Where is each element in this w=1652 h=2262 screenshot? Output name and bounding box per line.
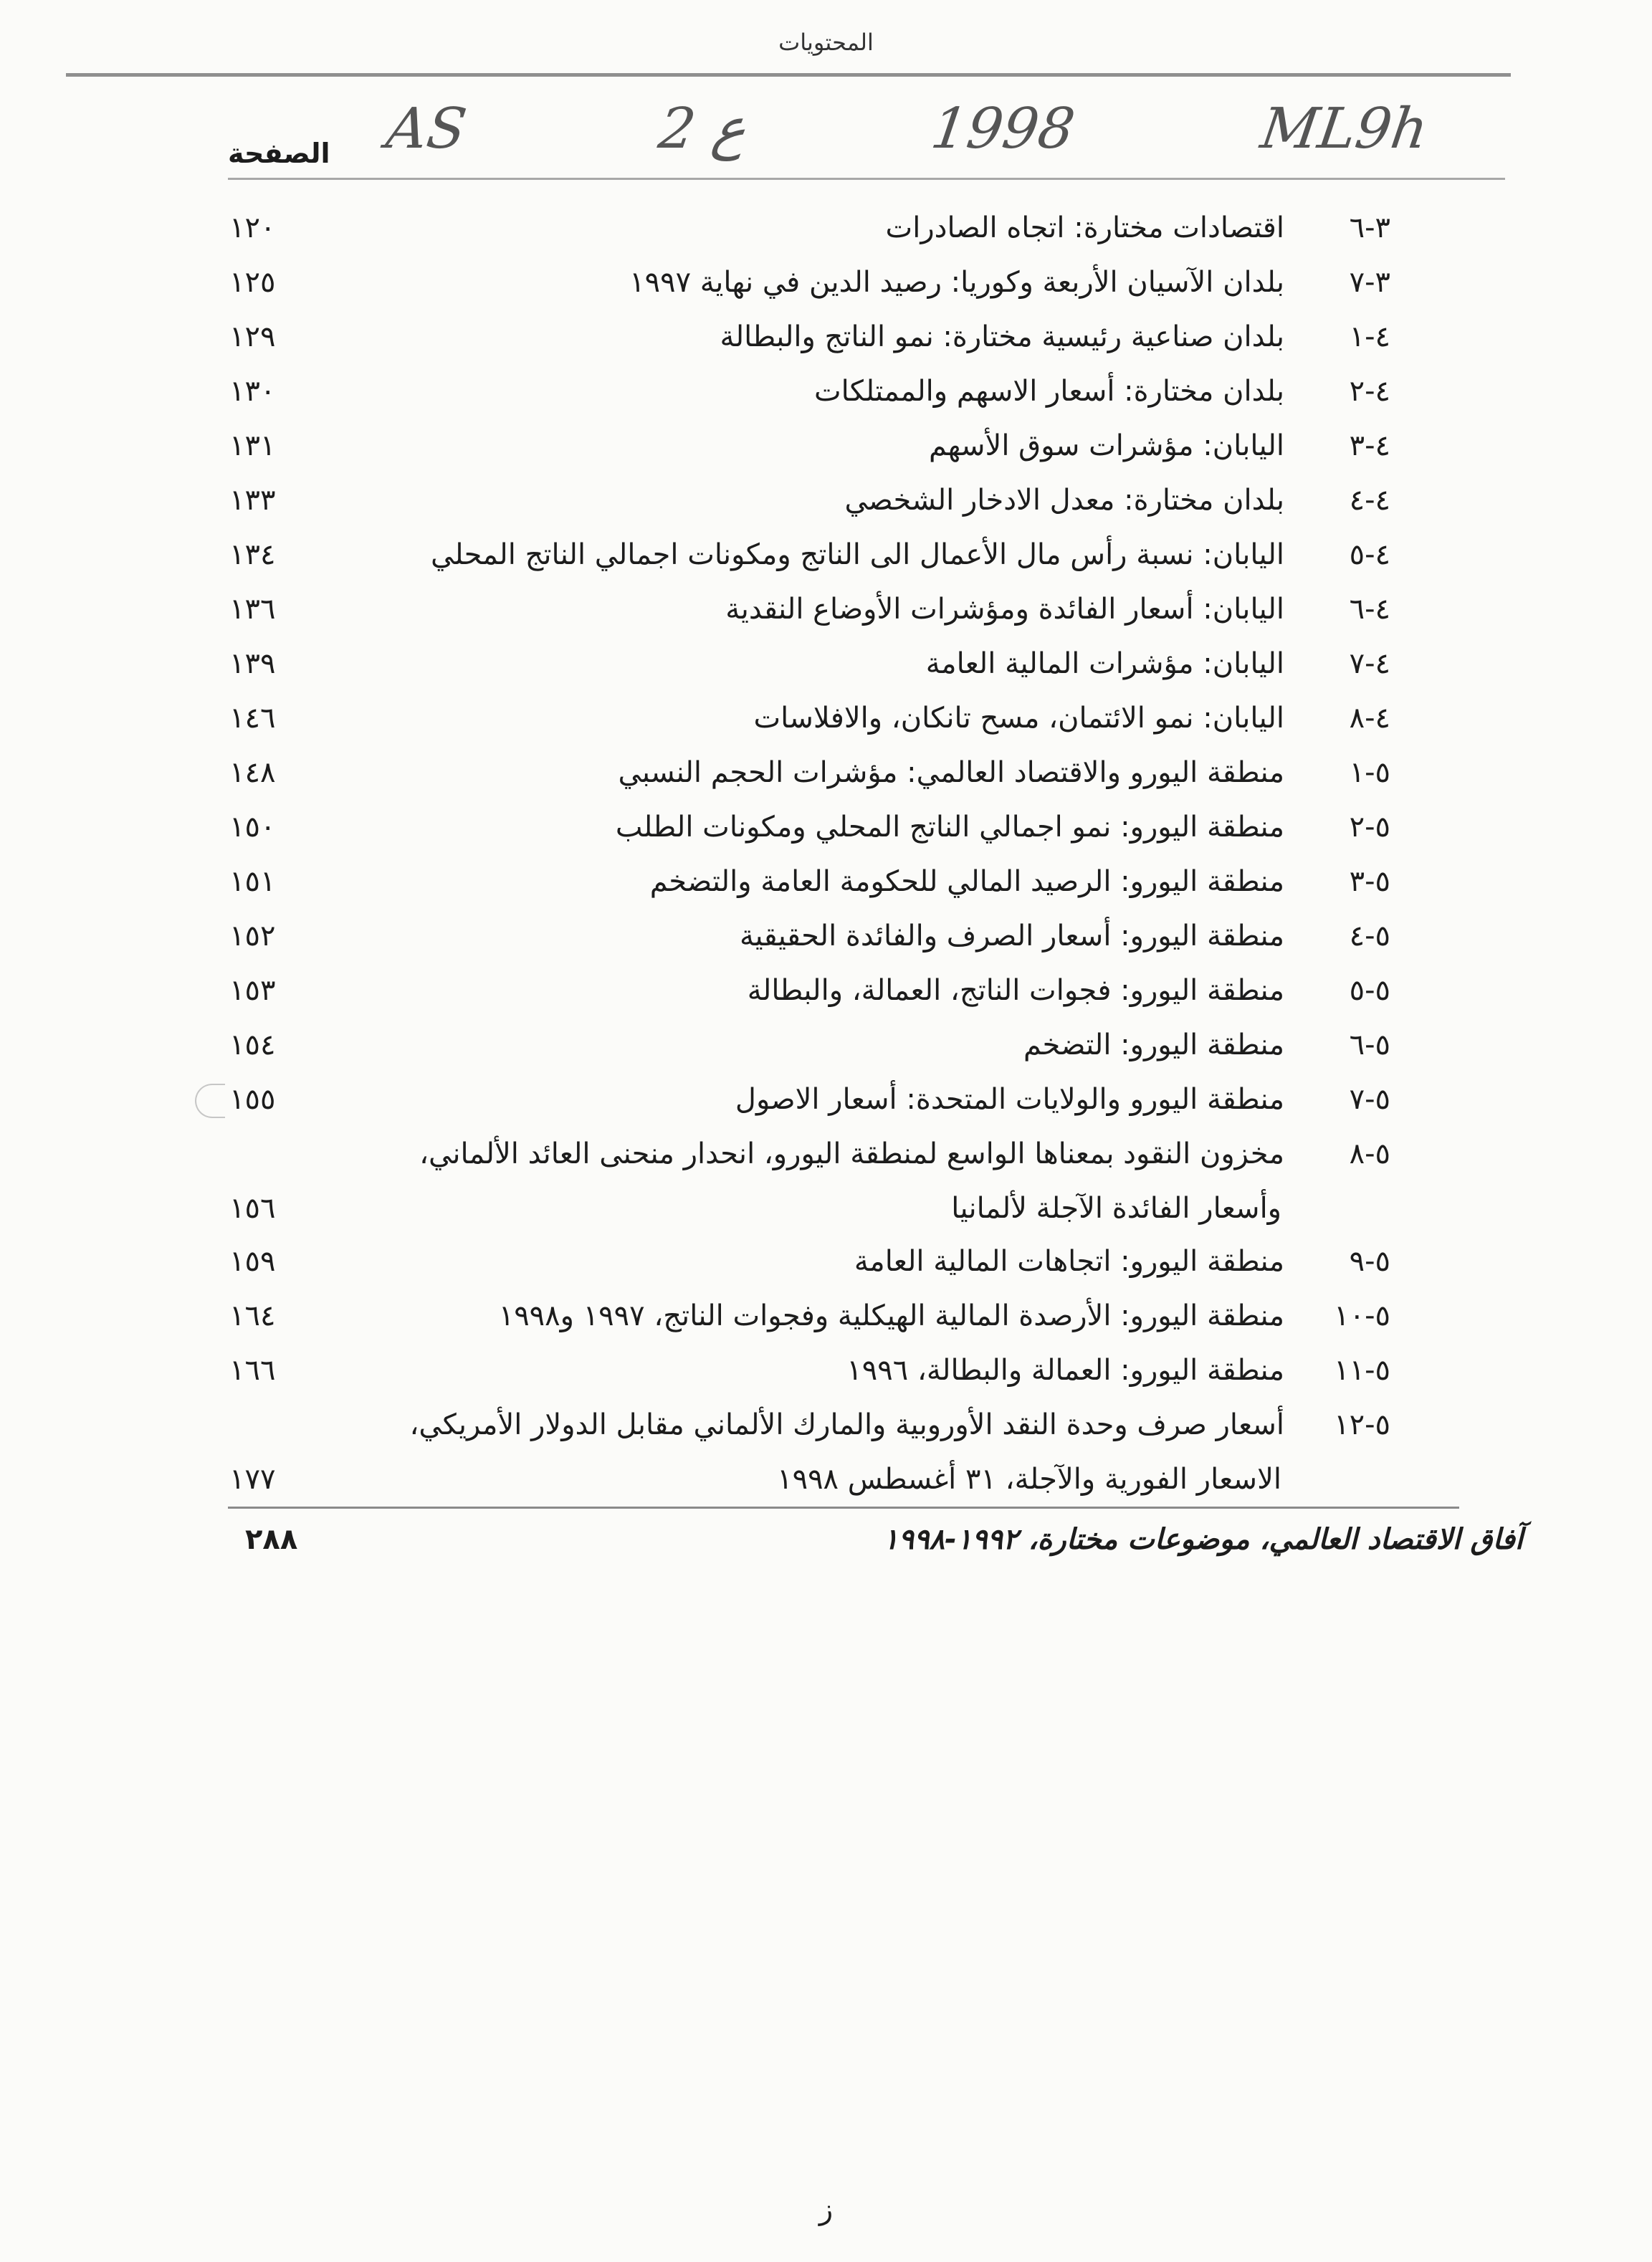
entry-page: ١٢٩ [229, 320, 276, 353]
entry-title: بلدان مختارة: أسعار الاسهم والممتلكات [813, 375, 1284, 408]
entry-title: بلدان الآسيان الأربعة وكوريا: رصيد الدين في نهاية ١٩٩٧ [629, 266, 1284, 299]
footer-rule [228, 1507, 1459, 1509]
entry-number: ٥-٥ [1349, 974, 1390, 1007]
toc-entry [229, 1245, 1390, 1287]
entry-title-continuation: الاسعار الفورية والآجلة، ٣١ أغسطس ١٩٩٨ [777, 1463, 1281, 1496]
toc-entry [229, 484, 1390, 525]
entry-page: ١٥٢ [229, 920, 276, 953]
running-head: المحتويات [778, 29, 874, 56]
toc-entry [229, 865, 1390, 907]
toc-entry [229, 211, 1390, 253]
toc-entry [229, 1137, 1390, 1233]
entry-number: ٤-٥ [1349, 538, 1390, 571]
entry-page: ١٣٣ [229, 484, 276, 517]
entry-page: ١٢٠ [229, 211, 276, 244]
entry-title: مخزون النقود بمعناها الواسع لمنطقة اليورو، انحدار منحنى العائد الألماني، [419, 1137, 1284, 1170]
toc-entry [229, 320, 1390, 362]
entry-number: ٤-٨ [1349, 702, 1390, 735]
entry-page: ١٦٤ [229, 1299, 276, 1332]
entry-number: ٥-١ [1349, 756, 1390, 789]
entry-title: منطقة اليورو والاقتصاد العالمي: مؤشرات الحجم النسبي [618, 756, 1284, 789]
entry-title: بلدان صناعية رئيسية مختارة: نمو الناتج والبطالة [720, 320, 1284, 353]
entry-page: ١٥٩ [229, 1245, 276, 1278]
entry-page: ١٤٦ [229, 702, 276, 735]
toc-entry [229, 920, 1390, 961]
book-title: آفاق الاقتصاد العالمي، موضوعات مختارة، ١٩٩٢-١٩٩٨ [883, 1523, 1523, 1556]
entry-title: اليابان: أسعار الفائدة ومؤشرات الأوضاع النقدية [725, 593, 1284, 626]
entry-page: ١٥١ [229, 865, 276, 898]
margin-mark [195, 1084, 225, 1118]
entry-title: بلدان مختارة: معدل الادخار الشخصي [844, 484, 1284, 517]
entry-title: منطقة اليورو والولايات المتحدة: أسعار الاصول [735, 1083, 1284, 1116]
entry-page: ١٥٦ [229, 1192, 276, 1225]
page-column-label: الصفحة [228, 138, 330, 169]
entry-number: ٥-١١ [1334, 1354, 1390, 1387]
entry-number: ٤-٣ [1349, 429, 1390, 462]
entry-number: ٣-٦ [1349, 211, 1390, 244]
entry-number: ٥-١٠ [1334, 1299, 1390, 1332]
entry-page: ١٥٥ [229, 1083, 276, 1116]
entry-page: ١٣٦ [229, 593, 276, 626]
entry-page: ١٣٤ [229, 538, 276, 571]
entry-page: ١٣٩ [229, 647, 276, 680]
entry-page: ١٢٥ [229, 266, 276, 299]
entry-page: ١٥٠ [229, 811, 276, 844]
entry-number: ٤-١ [1349, 320, 1390, 353]
handwritten-note: ML9h [1256, 97, 1432, 161]
entry-number: ٥-٢ [1349, 811, 1390, 844]
entry-title: اليابان: مؤشرات المالية العامة [925, 647, 1284, 680]
toc-entry [229, 593, 1390, 634]
toc-entry [229, 266, 1390, 307]
toc-entry [229, 1408, 1390, 1504]
entry-title: اليابان: نمو الائتمان، مسح تانكان، والافلاسات [753, 702, 1284, 735]
entry-title-continuation: وأسعار الفائدة الآجلة لألمانيا [951, 1192, 1281, 1225]
entry-title: اقتصادات مختارة: اتجاه الصادرات [885, 211, 1284, 244]
entry-page: ١٥٣ [229, 974, 276, 1007]
entry-number: ٤-٦ [1349, 593, 1390, 626]
handwritten-note: AS [382, 97, 471, 161]
handwritten-note: 1998 [927, 97, 1079, 161]
entry-title: منطقة اليورو: الأرصدة المالية الهيكلية وفجوات الناتج، ١٩٩٧ و١٩٩٨ [498, 1299, 1284, 1332]
entry-title: أسعار صرف وحدة النقد الأوروبية والمارك الألماني مقابل الدولار الأمريكي، [409, 1408, 1284, 1441]
toc-entry [229, 1083, 1390, 1125]
entry-title: اليابان: نسبة رأس مال الأعمال الى الناتج ومكونات اجمالي الناتج المحلي [431, 538, 1284, 571]
book-page-number: ٢٨٨ [245, 1523, 298, 1556]
toc-entry [229, 702, 1390, 743]
entry-number: ٥-٣ [1349, 865, 1390, 898]
toc-entry [229, 375, 1390, 416]
entry-title: منطقة اليورو: فجوات الناتج، العمالة، والبطالة [747, 974, 1284, 1007]
entry-number: ٥-٨ [1349, 1137, 1390, 1170]
entry-number: ٥-١٢ [1334, 1408, 1390, 1441]
entry-title: منطقة اليورو: اتجاهات المالية العامة [854, 1245, 1284, 1278]
toc-entry [229, 429, 1390, 471]
entry-page: ١٦٦ [229, 1354, 276, 1387]
toc-entry [229, 1299, 1390, 1341]
entry-number: ٥-٦ [1349, 1029, 1390, 1061]
entry-number: ٥-٤ [1349, 920, 1390, 953]
toc-entry [229, 1354, 1390, 1395]
entry-title: منطقة اليورو: العمالة والبطالة، ١٩٩٦ [846, 1354, 1284, 1387]
toc-entry [229, 974, 1390, 1016]
folio: ز [818, 2193, 834, 2226]
toc-entry [229, 1029, 1390, 1070]
entry-title: اليابان: مؤشرات سوق الأسهم [928, 429, 1284, 462]
entry-page: ١٤٨ [229, 756, 276, 789]
entry-title: منطقة اليورو: الرصيد المالي للحكومة العامة والتضخم [649, 865, 1284, 898]
entry-title: منطقة اليورو: نمو اجمالي الناتج المحلي ومكونات الطلب [615, 811, 1284, 844]
entry-number: ٥-٧ [1349, 1083, 1390, 1116]
handwritten-note: ع 2 [654, 97, 751, 161]
entry-page: ١٣١ [229, 429, 276, 462]
entry-number: ٣-٧ [1349, 266, 1390, 299]
entry-title: منطقة اليورو: أسعار الصرف والفائدة الحقيقية [740, 920, 1284, 953]
entry-page: ١٣٠ [229, 375, 276, 408]
entry-page: ١٧٧ [229, 1463, 276, 1496]
entry-number: ٤-٤ [1349, 484, 1390, 517]
entry-number: ٤-٧ [1349, 647, 1390, 680]
entry-title: منطقة اليورو: التضخم [1023, 1029, 1284, 1061]
entry-number: ٥-٩ [1349, 1245, 1390, 1278]
entry-number: ٤-٢ [1349, 375, 1390, 408]
entry-page: ١٥٤ [229, 1029, 276, 1061]
toc-entry [229, 538, 1390, 580]
toc-entry [229, 756, 1390, 798]
toc-entry [229, 811, 1390, 852]
toc-entry [229, 647, 1390, 689]
